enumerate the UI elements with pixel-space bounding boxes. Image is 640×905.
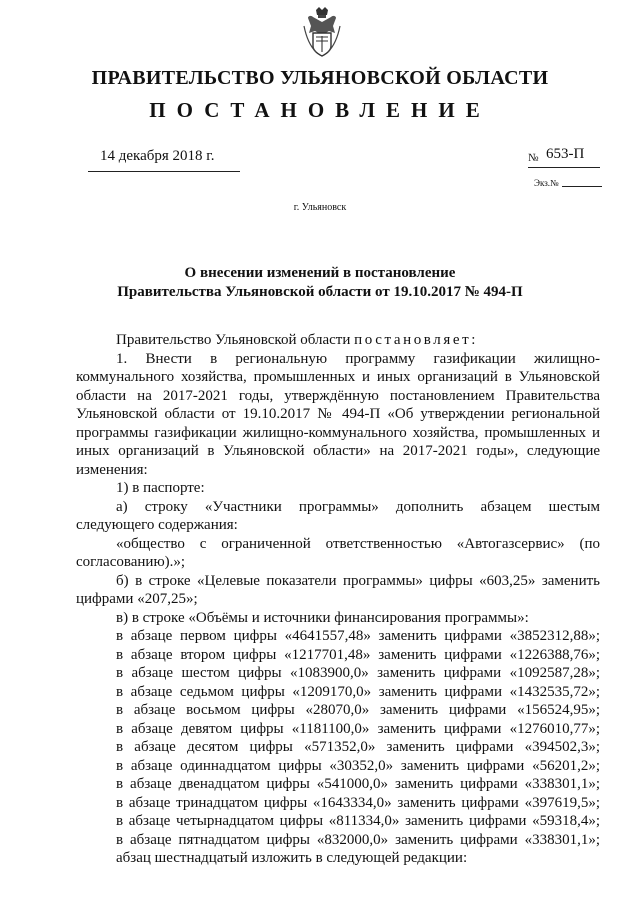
change-line: в абзаце четырнадцатом цифры «811334,0» заменить цифрами «59318,4»; [116, 813, 600, 829]
document-title [0, 264, 640, 302]
sub-item-1b: б) в строке «Целевые показатели программы» цифры «603,25» заменить цифрами «207,25»; [76, 572, 600, 607]
change-line: в абзаце одиннадцатом цифры «30352,0» заменить цифрами «56201,2»; [116, 757, 600, 774]
sub-item-1c: в) в строке «Объёмы и источники финансирования программы»: [116, 609, 529, 626]
sub-item-1a: а) строку «Участники программы» дополнить абзацем шестым следующего содержания: [76, 498, 600, 533]
government-name: ПРАВИТЕЛЬСТВО УЛЬЯНОВСКОЙ ОБЛАСТИ [91, 67, 549, 89]
last-line: абзац шестнадцатый изложить в следующей редакции: [116, 850, 468, 866]
change-line: в абзаце тринадцатом цифры «1643334,0» заменить цифрами «397619,5»; [116, 794, 600, 811]
change-line: в абзаце пятнадцатом цифры «832000,0» заменить цифрами «338301,1»; [116, 831, 600, 848]
number-label: № [528, 152, 539, 164]
change-line: в абзаце восьмом цифры «28070,0» заменить цифрами «156524,95»; [116, 702, 600, 718]
copy-number-underline [562, 186, 602, 187]
title-line-1: О внесении изменений в постановление [184, 265, 456, 281]
quote-paragraph: «общество с ограниченной ответственностью «Автогазсервис» (по согласованию).»; [76, 535, 600, 570]
intro-keyword: постановляет: [354, 332, 479, 348]
coat-of-arms-icon [302, 6, 342, 58]
item-1: 1. Внести в региональную программу газификации жилищно-коммунального хозяйства, промышленных и иных организаций в Ульяновской области на 2017-2021 годы, утверждённую постановлением Правительства Ульяновской области от 19.10.2017 № 494-П «Об утверждении региональной программы газификации жилищно-коммунального хозяйства, промышленных и иных организаций в Ульяновской области» на 2017-2021 годы», следующие изменения: [76, 350, 600, 478]
number-underline [528, 167, 600, 168]
document-number: 653-П [546, 146, 585, 162]
copy-number-label: Экз.№ [534, 178, 559, 188]
change-line: в абзаце втором цифры «1217701,48» заменить цифрами «1226388,76»; [116, 646, 600, 663]
change-line: в абзаце девятом цифры «1181100,0» заменить цифрами «1276010,77»; [116, 720, 600, 737]
document-body [76, 331, 600, 868]
change-line: в абзаце десятом цифры «571352,0» заменить цифрами «394502,3»; [116, 739, 600, 755]
intro-paragraph [76, 331, 600, 350]
sub-item-1: 1) в паспорте: [116, 480, 205, 496]
document-type: ПОСТАНОВЛЕНИЕ [149, 98, 491, 122]
title-line-2: Правительства Ульяновской области от 19.10.2017 № 494-П [117, 284, 523, 300]
date-underline [88, 171, 240, 172]
city: г. Ульяновск [293, 202, 347, 213]
change-line: в абзаце первом цифры «4641557,48» заменить цифрами «3852312,88»; [116, 628, 600, 644]
document-date: 14 декабря 2018 г. [100, 148, 215, 164]
change-line: в абзаце седьмом цифры «1209170,0» заменить цифрами «1432535,72»; [116, 683, 600, 700]
change-line: в абзаце шестом цифры «1083900,0» заменить цифрами «1092587,28»; [116, 665, 600, 681]
intro-prefix: Правительство Ульяновской области [116, 332, 355, 348]
change-line: в абзаце двенадцатом цифры «541000,0» заменить цифрами «338301,1»; [116, 776, 600, 792]
